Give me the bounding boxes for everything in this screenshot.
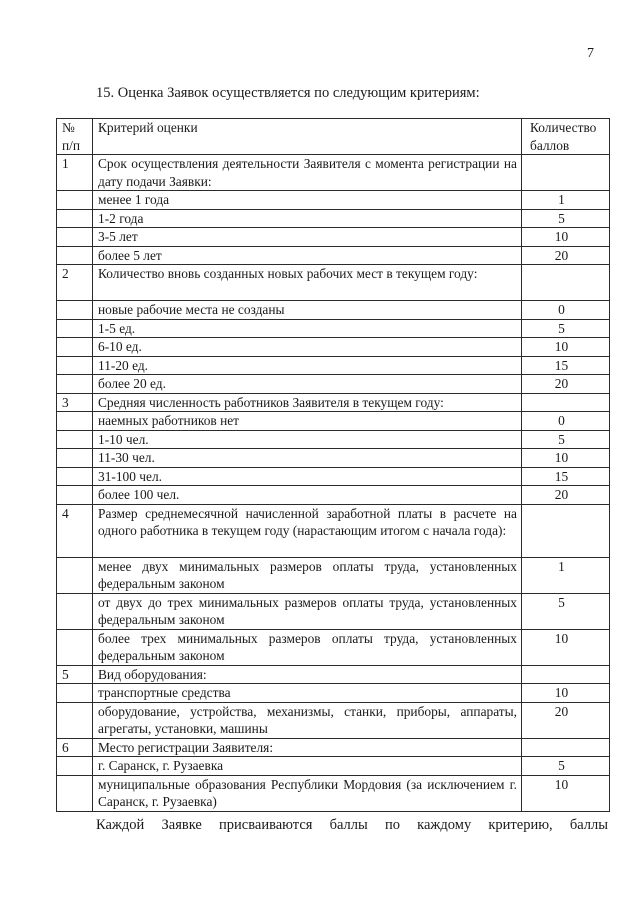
points-value: 5 bbox=[522, 209, 610, 228]
table-row bbox=[57, 375, 610, 394]
criterion-text: менее двух минимальных размеров оплаты труда, установленных федеральным законом bbox=[93, 557, 522, 593]
points-value: 0 bbox=[522, 301, 610, 320]
row-number bbox=[57, 467, 93, 486]
criterion-text: муниципальные образования Республики Мордовия (за исключением г. Саранск, г. Рузаевка) bbox=[93, 775, 522, 811]
points-value bbox=[522, 738, 610, 757]
table-row bbox=[57, 449, 610, 468]
criterion-text: Количество вновь созданных новых рабочих мест в текущем году: bbox=[93, 265, 522, 301]
criterion-text: 6-10 ед. bbox=[93, 338, 522, 357]
criterion-text: 11-30 чел. bbox=[93, 449, 522, 468]
points-value: 5 bbox=[522, 593, 610, 629]
points-value: 10 bbox=[522, 775, 610, 811]
points-value: 5 bbox=[522, 319, 610, 338]
table-row bbox=[57, 702, 610, 738]
header-num: № п/п bbox=[57, 119, 93, 155]
points-value bbox=[522, 265, 610, 301]
table-row bbox=[57, 467, 610, 486]
table-row bbox=[57, 338, 610, 357]
table-row bbox=[57, 191, 610, 210]
row-number bbox=[57, 356, 93, 375]
row-number bbox=[57, 430, 93, 449]
row-number bbox=[57, 412, 93, 431]
table-row bbox=[57, 557, 610, 593]
criterion-text: от двух до трех минимальных размеров оплаты труда, установленных федеральным законом bbox=[93, 593, 522, 629]
table-row bbox=[57, 228, 610, 247]
table-row bbox=[57, 629, 610, 665]
table-row bbox=[57, 412, 610, 431]
criterion-text: более трех минимальных размеров оплаты труда, установленных федеральным законом bbox=[93, 629, 522, 665]
points-value bbox=[522, 155, 610, 191]
table-header-row bbox=[57, 119, 610, 155]
row-number bbox=[57, 702, 93, 738]
table-row bbox=[57, 209, 610, 228]
criterion-text: 31-100 чел. bbox=[93, 467, 522, 486]
row-number bbox=[57, 684, 93, 703]
row-number: 2 bbox=[57, 265, 93, 301]
table-row bbox=[57, 757, 610, 776]
points-value: 20 bbox=[522, 375, 610, 394]
criterion-text: более 100 чел. bbox=[93, 486, 522, 505]
table-row bbox=[57, 319, 610, 338]
points-value bbox=[522, 393, 610, 412]
row-number: 5 bbox=[57, 665, 93, 684]
row-number: 4 bbox=[57, 504, 93, 557]
table-row bbox=[57, 665, 610, 684]
row-number bbox=[57, 449, 93, 468]
criterion-text: более 20 ед. bbox=[93, 375, 522, 394]
points-value: 5 bbox=[522, 757, 610, 776]
points-value: 15 bbox=[522, 467, 610, 486]
row-number bbox=[57, 301, 93, 320]
criterion-text: Средняя численность работников Заявителя в текущем году: bbox=[93, 393, 522, 412]
points-value: 10 bbox=[522, 449, 610, 468]
row-number bbox=[57, 319, 93, 338]
page-number: 7 bbox=[587, 46, 594, 61]
criterion-text: 11-20 ед. bbox=[93, 356, 522, 375]
table-row bbox=[57, 155, 610, 191]
points-value: 15 bbox=[522, 356, 610, 375]
row-number: 6 bbox=[57, 738, 93, 757]
row-number bbox=[57, 629, 93, 665]
points-value: 0 bbox=[522, 412, 610, 431]
points-value: 20 bbox=[522, 702, 610, 738]
points-value: 10 bbox=[522, 684, 610, 703]
points-value bbox=[522, 504, 610, 557]
points-value: 10 bbox=[522, 629, 610, 665]
row-number bbox=[57, 246, 93, 265]
points-value: 5 bbox=[522, 430, 610, 449]
section-heading: 15. Оценка Заявок осуществляется по следующим критериям: bbox=[96, 85, 480, 101]
criterion-text: 1-5 ед. bbox=[93, 319, 522, 338]
criterion-text: Вид оборудования: bbox=[93, 665, 522, 684]
row-number bbox=[57, 775, 93, 811]
row-number bbox=[57, 757, 93, 776]
table-row bbox=[57, 504, 610, 557]
criterion-text: 1-10 чел. bbox=[93, 430, 522, 449]
criterion-text: более 5 лет bbox=[93, 246, 522, 265]
table-row bbox=[57, 301, 610, 320]
table-row bbox=[57, 430, 610, 449]
points-value: 20 bbox=[522, 486, 610, 505]
criterion-text: Размер среднемесячной начисленной заработной платы в расчете на одного работника в текущем году (нарастающим итогом с начала года): bbox=[93, 504, 522, 557]
points-value: 1 bbox=[522, 557, 610, 593]
criterion-text: г. Саранск, г. Рузаевка bbox=[93, 757, 522, 776]
table-row bbox=[57, 486, 610, 505]
header-points: Количество баллов bbox=[522, 119, 610, 155]
table-row bbox=[57, 738, 610, 757]
table-row bbox=[57, 393, 610, 412]
row-number bbox=[57, 486, 93, 505]
points-value bbox=[522, 665, 610, 684]
table-row bbox=[57, 775, 610, 811]
row-number bbox=[57, 557, 93, 593]
table-row bbox=[57, 593, 610, 629]
row-number bbox=[57, 191, 93, 210]
criterion-text: транспортные средства bbox=[93, 684, 522, 703]
points-value: 20 bbox=[522, 246, 610, 265]
row-number bbox=[57, 209, 93, 228]
points-value: 10 bbox=[522, 228, 610, 247]
criterion-text: наемных работников нет bbox=[93, 412, 522, 431]
row-number bbox=[57, 593, 93, 629]
criterion-text: новые рабочие места не созданы bbox=[93, 301, 522, 320]
table-row bbox=[57, 265, 610, 301]
criterion-text: оборудование, устройства, механизмы, станки, приборы, аппараты, агрегаты, установки, машины bbox=[93, 702, 522, 738]
row-number bbox=[57, 375, 93, 394]
criterion-text: Место регистрации Заявителя: bbox=[93, 738, 522, 757]
header-criterion: Критерий оценки bbox=[93, 119, 522, 155]
criterion-text: 3-5 лет bbox=[93, 228, 522, 247]
criteria-table bbox=[56, 118, 610, 812]
criterion-text: Срок осуществления деятельности Заявителя с момента регистрации на дату подачи Заявки: bbox=[93, 155, 522, 191]
table-row bbox=[57, 684, 610, 703]
row-number bbox=[57, 338, 93, 357]
criterion-text: менее 1 года bbox=[93, 191, 522, 210]
footer-paragraph: Каждой Заявке присваиваются баллы по каждому критерию, баллы bbox=[96, 817, 608, 833]
row-number bbox=[57, 228, 93, 247]
table-row bbox=[57, 356, 610, 375]
row-number: 3 bbox=[57, 393, 93, 412]
table-row bbox=[57, 246, 610, 265]
points-value: 10 bbox=[522, 338, 610, 357]
points-value: 1 bbox=[522, 191, 610, 210]
criterion-text: 1-2 года bbox=[93, 209, 522, 228]
row-number: 1 bbox=[57, 155, 93, 191]
